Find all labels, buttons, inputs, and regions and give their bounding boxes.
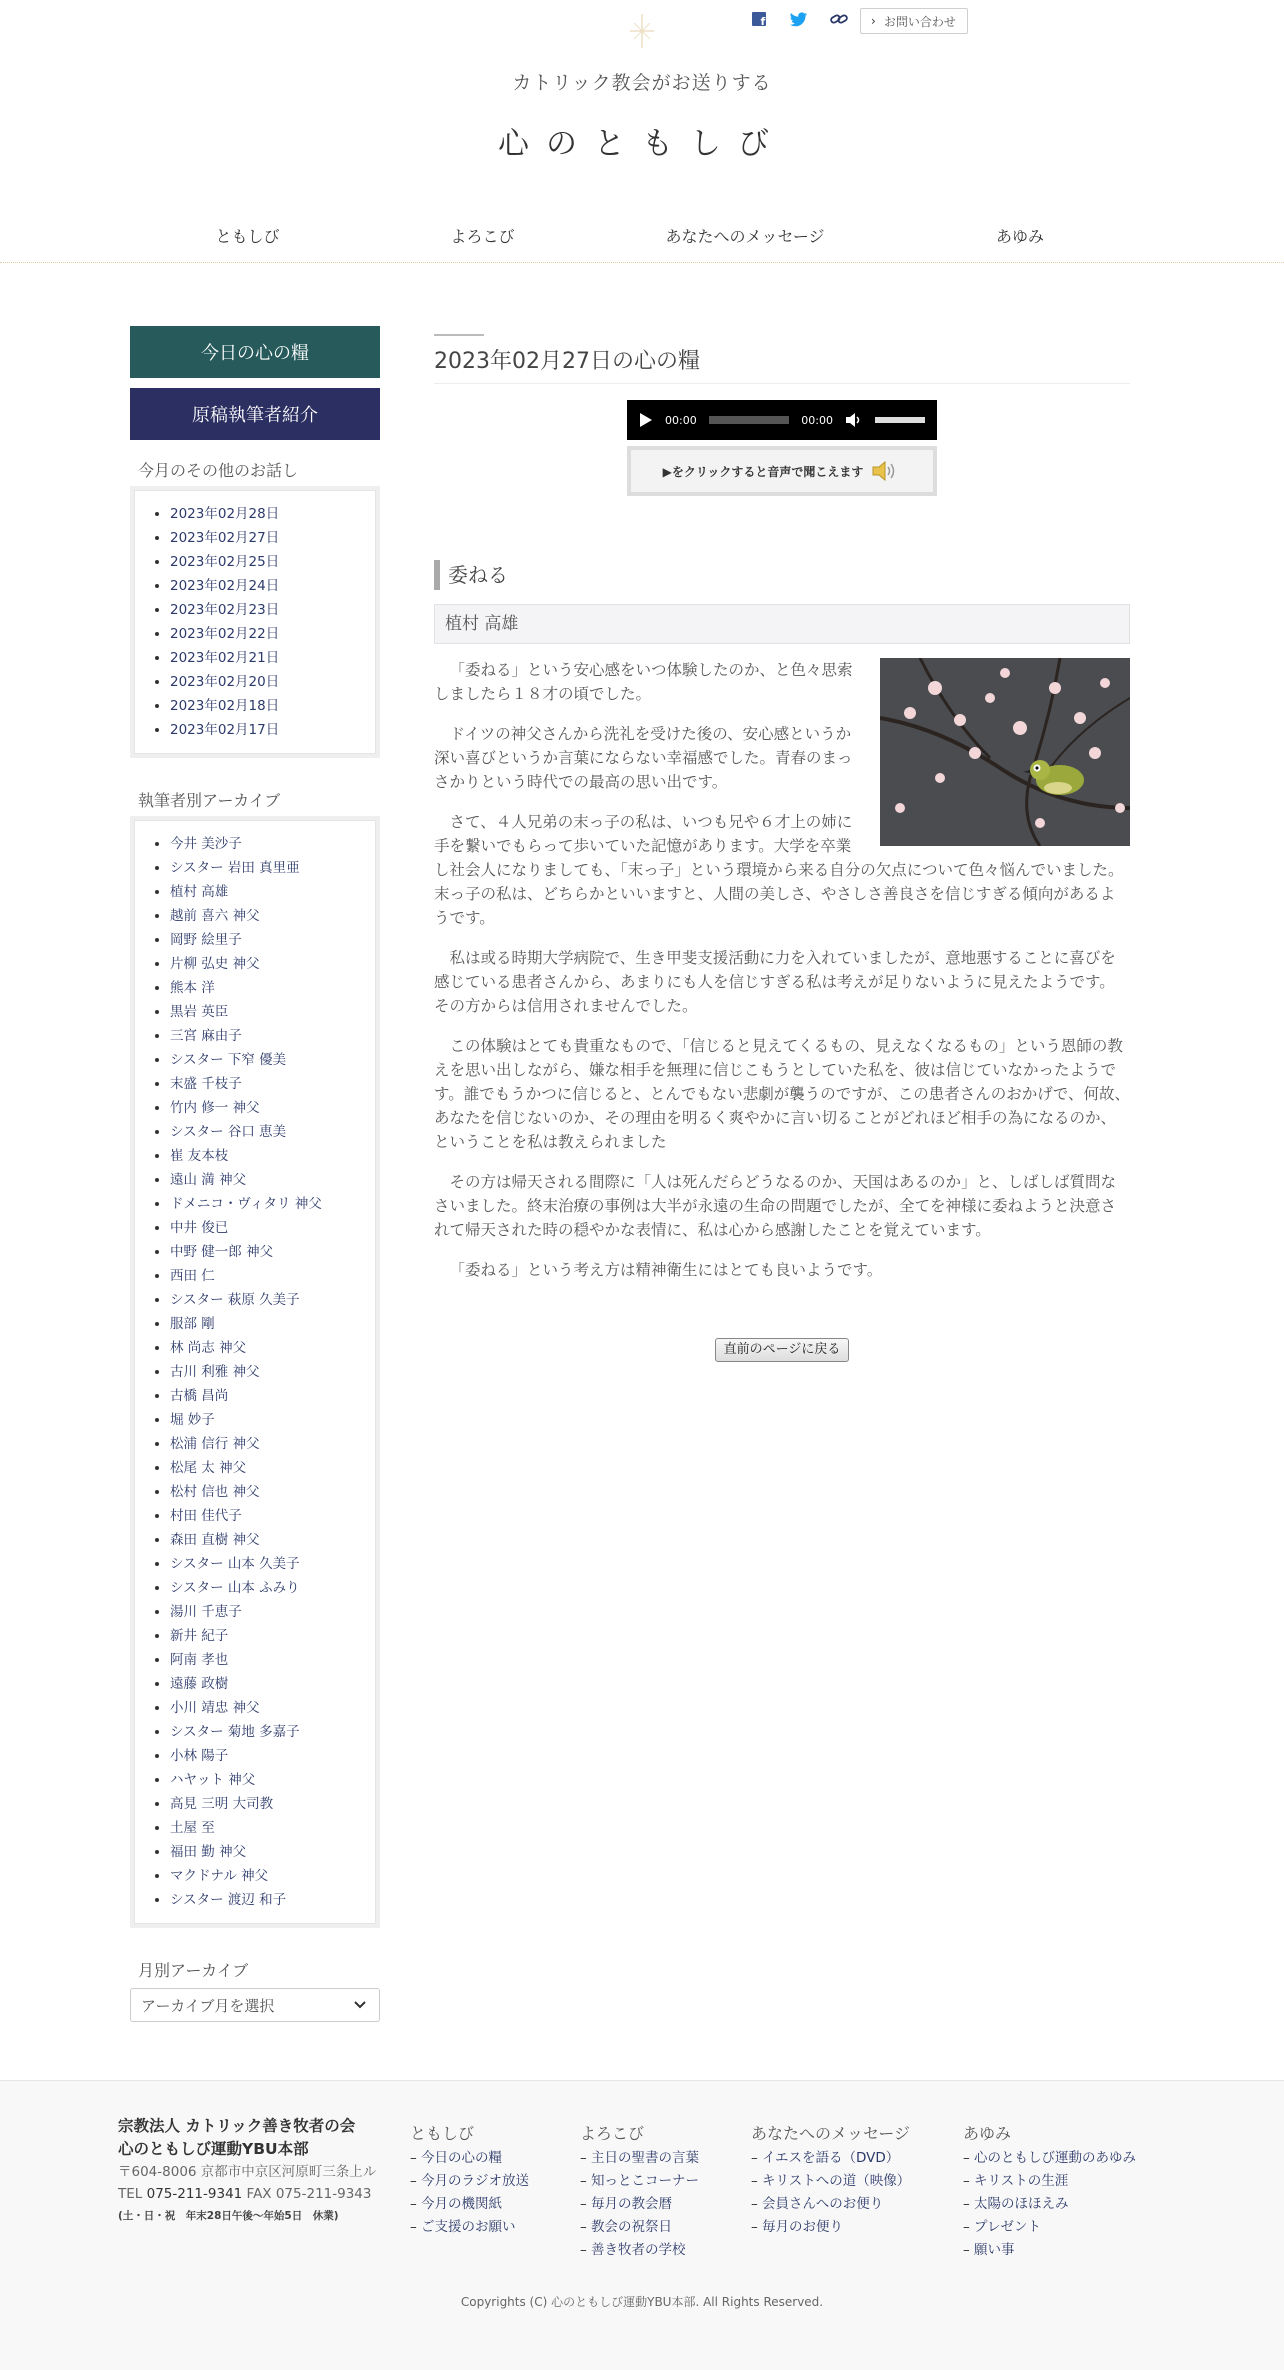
article-body [434,658,1130,1282]
tel-label: TEL [118,2186,143,2202]
section-title: 委ねる [434,560,1130,590]
author-link[interactable]: • 竹内 修一 神父 [170,1096,362,1120]
footer-link[interactable]: – 毎月のお便り [751,2216,910,2239]
author-link[interactable]: • 阿南 孝也 [170,1648,362,1672]
footer-link[interactable]: – イエスを語る（DVD） [751,2147,910,2170]
footer-col-list [751,2147,910,2239]
social-links [750,10,848,28]
audio-note [627,446,937,496]
nav-yorokobi[interactable]: よろこび [450,227,515,246]
author-link[interactable]: • 古川 利雅 神父 [170,1360,362,1384]
footer-link[interactable]: – キリストの生涯 [963,2170,1136,2193]
current-time: 00:00 [665,413,697,427]
author-link[interactable]: • 土屋 至 [170,1816,362,1840]
author-link[interactable]: • 村田 佳代子 [170,1504,362,1528]
footer-link[interactable]: – 善き牧者の学校 [580,2239,699,2262]
author-link[interactable]: • 高見 三明 大司教 [170,1792,362,1816]
footer-col-heading[interactable]: よろこび [580,2124,645,2143]
month-story-link[interactable]: • 2023年02月17日 [170,718,362,742]
month-story-link[interactable]: • 2023年02月22日 [170,622,362,646]
footer-col-heading[interactable]: あなたへのメッセージ [751,2124,911,2143]
footer-link[interactable]: – プレゼント [963,2216,1136,2239]
footer-link[interactable]: – 会員さんへのお便り [751,2193,910,2216]
footer-col-list [580,2147,699,2262]
footer-col-heading[interactable]: あゆみ [963,2124,1012,2143]
author-link[interactable]: • 熊本 洋 [170,976,362,1000]
star-logo-icon [627,14,657,48]
footer-link[interactable]: – 教会の祝祭日 [580,2216,699,2239]
tel-number[interactable]: 075-211-9341 [146,2186,243,2202]
author-link[interactable]: • 服部 剛 [170,1312,362,1336]
author-link[interactable]: • ドメニコ・ヴィタリ 神父 [170,1192,362,1216]
author-link[interactable]: • 松尾 太 神父 [170,1456,362,1480]
speaker-icon [871,459,901,483]
author-link[interactable]: • 西田 仁 [170,1264,362,1288]
footer-org [118,2115,388,2227]
author-link[interactable]: • 森田 直樹 神父 [170,1528,362,1552]
chevron-down-icon [353,2000,367,2010]
nav-message[interactable]: あなたへのメッセージ [665,227,825,246]
author-link[interactable]: • 黒岩 英臣 [170,1000,362,1024]
author-link[interactable]: • 湯川 千恵子 [170,1600,362,1624]
paragraph-2: ドイツの神父さんから洗礼を受けた後の、安心感というか深い喜びというか言葉にならない幸福感でした。青春のまっさかりという時代での最高の思い出です。 [434,725,853,791]
author-name: 植村 高雄 [434,604,1130,644]
author-link[interactable]: • 堀 妙子 [170,1408,362,1432]
author-link[interactable]: • 中野 健一郎 神父 [170,1240,362,1264]
global-nav [130,224,1150,247]
author-link[interactable]: • マクドナル 神父 [170,1864,362,1888]
month-story-link[interactable]: • 2023年02月18日 [170,694,362,718]
copyright: Copyrights (C) 心のともしび運動YBU本部. All Rights Reserved. [460,2295,824,2309]
footer-link[interactable]: – 知っとこコーナー [580,2170,699,2193]
author-link[interactable]: • 植村 高雄 [170,880,362,904]
monthly-archive-heading: 月別アーカイブ [138,1961,249,1980]
author-link[interactable]: • 小林 陽子 [170,1744,362,1768]
site-header [0,0,1284,265]
footer-link[interactable]: – 心のともしび運動のあゆみ [963,2147,1136,2170]
contact-label: お問い合わせ [883,14,956,29]
author-link[interactable]: • 新井 紀子 [170,1624,362,1648]
contact-button[interactable] [860,8,968,34]
footer-col-list [963,2147,1136,2262]
month-story-link[interactable]: • 2023年02月21日 [170,646,362,670]
footer-link[interactable]: – 今日の心の糧 [410,2147,529,2170]
nav-ayumi[interactable]: あゆみ [995,227,1044,246]
footer-link[interactable]: – キリストへの道（映像） [751,2170,910,2193]
org-address: 〒604-8006 京都市中京区河原町三条上ル [118,2164,377,2180]
progress-bar[interactable] [709,416,790,424]
author-link[interactable]: • 岡野 絵里子 [170,928,362,952]
main-content [434,326,1130,1362]
site-title[interactable]: 心のともしび [498,126,786,162]
org-phone [118,2183,388,2205]
link-icon[interactable] [830,10,848,28]
org-name-2: 心のともしび運動YBU本部 [118,2140,309,2158]
month-story-link[interactable]: • 2023年02月27日 [170,526,362,550]
month-story-link[interactable]: • 2023年02月25日 [170,550,362,574]
org-name-1: 宗教法人 カトリック善き牧者の会 [118,2117,356,2135]
volume-icon[interactable] [845,412,863,428]
twitter-icon[interactable] [790,10,808,28]
total-time: 00:00 [801,413,833,427]
paragraph-6: その方は帰天される間際に「人は死んだらどうなるのか、天国はあるのか」と、しばしば質問なさいました。終末治療の事例は大半が永遠の生命の問題でしたが、全てを神様に委ねようと決意されて帰天された時の穏やかな表情に、私は心から感謝したことを覚えています。 [434,1173,1117,1239]
chevron-right-icon: › [871,14,876,28]
page-title: 2023年02月27日の心の糧 [434,344,1130,384]
paragraph-4: 私は或る時期大学病院で、生き甲斐支援活動に力を入れていましたが、意地悪することに喜びを感じている患者さんから、あまりにも人を信じすぎる私は考えが足りないように見えたようです。その方からは信用されませんでした。 [434,949,1116,1015]
author-link[interactable]: • シスター 渡辺 和子 [170,1888,362,1912]
month-stories-heading: 今月のその他のお話し [138,461,299,480]
month-stories-list [130,486,380,758]
author-link[interactable]: • 中井 俊已 [170,1216,362,1240]
writers-button[interactable]: 原稿執筆者紹介 [130,388,380,440]
author-link[interactable]: • 遠藤 政樹 [170,1672,362,1696]
audio-player [627,400,937,440]
author-link[interactable]: • シスター 菊地 多嘉子 [170,1720,362,1744]
author-link[interactable]: • ハヤット 神父 [170,1768,362,1792]
month-story-link[interactable]: • 2023年02月28日 [170,502,362,526]
footer-link[interactable]: – 願い事 [963,2239,1136,2262]
back-button[interactable]: 直前のページに戻る [715,1338,849,1362]
footer-col-tomoshibi [410,2121,529,2239]
paragraph-1: 「委ねる」という安心感をいつ体験したのか、と色々思索しましたら１８才の頃でした。 [434,661,853,703]
play-icon[interactable] [639,412,653,428]
author-link[interactable]: • 今井 美沙子 [170,832,362,856]
footer-col-message [751,2121,910,2239]
fax-number: FAX 075-211-9343 [246,2186,372,2202]
monthly-archive-value: アーカイブ月を選択 [141,1996,275,2015]
author-link[interactable]: • 福田 勤 神父 [170,1840,362,1864]
site-footer [0,2080,1284,2370]
author-link[interactable]: • 末盛 千枝子 [170,1072,362,1096]
author-link[interactable]: • シスター 萩原 久美子 [170,1288,362,1312]
month-story-link[interactable]: • 2023年02月20日 [170,670,362,694]
volume-slider[interactable] [875,417,925,423]
nav-divider [0,262,1284,263]
paragraph-7: 「委ねる」という考え方は精神衛生にはとても良いようです。 [449,1261,883,1279]
site-subtitle: カトリック教会がお送りする [512,72,772,94]
footer-col-heading[interactable]: ともしび [410,2124,475,2143]
author-link[interactable]: • 松村 信也 神父 [170,1480,362,1504]
plum-blossom-bird-photo [880,658,1130,846]
today-button[interactable]: 今日の心の糧 [130,326,380,378]
audio-note-text: ▶をクリックすると音声で聞こえます [662,464,864,479]
facebook-icon[interactable] [750,10,768,28]
business-hours-note: (土・日・祝 年末28日午後〜年始5日 休業) [118,2210,339,2222]
sidebar [130,326,380,2022]
footer-link[interactable]: – 毎月の教会暦 [580,2193,699,2216]
footer-link[interactable]: – 主日の聖書の言葉 [580,2147,699,2170]
footer-link[interactable]: – 太陽のほほえみ [963,2193,1136,2216]
author-link[interactable]: • 越前 喜六 神父 [170,904,362,928]
paragraph-3: さて、４人兄弟の末っ子の私は、いつも兄や６才上の姉に手を繋いでもらって歩いていた記憶があります。大学を卒業し社会人になりましても、「末っ子」という環境から来る自分の欠点について色々悩んでいました。末っ子の私は、どちらかといいますと、人間の美しさ、やさしさ善良さを信じすぎる傾向があるようです。 [434,813,1124,927]
author-link[interactable]: • 崔 友本枝 [170,1144,362,1168]
author-link[interactable]: • 小川 靖忠 神父 [170,1696,362,1720]
footer-col-yorokobi [580,2121,699,2262]
footer-link[interactable]: – ご支援のお願い [410,2216,529,2239]
paragraph-5: この体験はとても貴重なもので、「信じると見えてくるもの、見えなくなるもの」という恩師の教えを思い出しながら、嫌な相手を無理に信じこもうとしていた私を、彼は信じていなかったようです。誰でもうかつに信じると、とんでもない悲劇が襲うのですが、この患者さんのおかげで、何故、あなたを信じないのか、その理由を明るく爽やかに言い切ることがどれほど相手の為になるのか、ということを私は教えられました [434,1037,1130,1151]
author-link[interactable]: • シスター 下窄 優美 [170,1048,362,1072]
month-story-link[interactable]: • 2023年02月24日 [170,574,362,598]
nav-tomoshibi[interactable]: ともしび [215,227,280,246]
author-archive-heading: 執筆者別アーカイブ [138,791,281,810]
footer-link[interactable]: – 今月のラジオ放送 [410,2170,529,2193]
author-link[interactable]: • 三宮 麻由子 [170,1024,362,1048]
footer-link[interactable]: – 今月の機関紙 [410,2193,529,2216]
title-rule [434,334,484,336]
author-link[interactable]: • 片柳 弘史 神父 [170,952,362,976]
author-archive-list [130,816,380,1928]
svg-text:f: f [760,15,766,26]
author-link[interactable]: • シスター 山本 ふみり [170,1576,362,1600]
footer-col-ayumi [963,2121,1136,2262]
author-link[interactable]: • 林 尚志 神父 [170,1336,362,1360]
author-link[interactable]: • 松浦 信行 神父 [170,1432,362,1456]
author-link[interactable]: • シスター 谷口 恵美 [170,1120,362,1144]
monthly-archive-select[interactable] [130,1988,380,2022]
author-link[interactable]: • シスター 岩田 真里亜 [170,856,362,880]
author-link[interactable]: • 遠山 満 神父 [170,1168,362,1192]
month-story-link[interactable]: • 2023年02月23日 [170,598,362,622]
author-link[interactable]: • シスター 山本 久美子 [170,1552,362,1576]
author-link[interactable]: • 古橋 昌尚 [170,1384,362,1408]
footer-col-list [410,2147,529,2239]
